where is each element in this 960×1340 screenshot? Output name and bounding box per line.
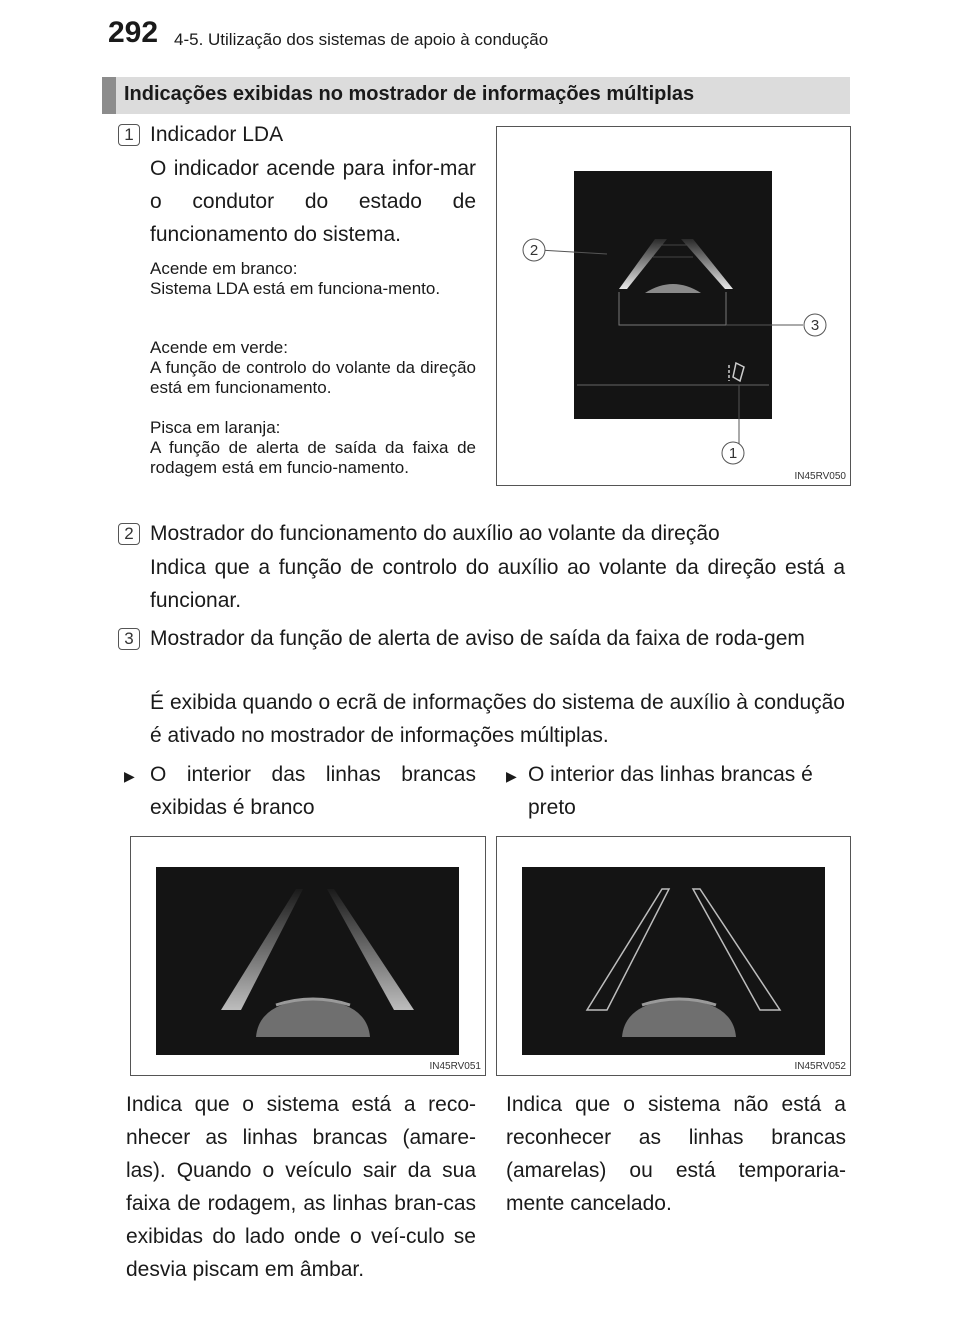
main-figure [496,126,851,486]
note-label: Acende em branco: [150,259,298,278]
column-2-heading: O interior das linhas brancas é preto [528,763,813,819]
triangle-right-icon: ▶ [506,768,517,784]
figure-code: IN45RV051 [429,1061,481,1072]
note-text: A função de controlo do volante da direção está em funcionamento. [150,358,476,397]
figure-code: IN45RV050 [794,471,846,482]
figure-left [130,836,486,1076]
section-header [102,77,850,114]
display-screen [574,171,772,419]
figure-code: IN45RV052 [794,1061,846,1072]
note-white [150,259,476,299]
item-badge-2: 2 [118,523,140,545]
item-badge-3: 3 [118,628,140,650]
note-text: A função de alerta de saída da faixa de rodagem está em funcio-namento. [150,438,476,477]
figure-right-drawing [497,837,849,1074]
column-1-caption: Indica que o sistema está a reco-nhecer as linhas brancas (amare-las). Quando o veículo sair da sua faixa de rodagem, as linhas bran-cas exibidas do lado onde o veí-culo se desvia piscam em âmbar. [126,1093,476,1281]
column-2-caption: Indica que o sistema não está a reconhecer as linhas brancas (amarelas) ou está temporaria-mente cancelado. [506,1093,846,1215]
item-2-title: Mostrador do funcionamento do auxílio ao volante da direção [150,522,720,545]
column-1-heading: O interior das linhas brancas exibidas é branco [150,763,476,819]
page-number: 292 [108,16,159,49]
note-green [150,338,476,398]
note-orange [150,418,476,478]
triangle-right-icon: ▶ [124,768,135,784]
section-title: Indicações exibidas no mostrador de informações múltiplas [124,83,695,105]
item-1-body: O indicador acende para infor-mar o condutor do estado de funcionamento do sistema. [150,157,476,246]
figure-left-drawing [131,837,484,1074]
note-label: Pisca em laranja: [150,418,281,437]
chapter-title: 4-5. Utilização dos sistemas de apoio à condução [174,30,549,49]
callout-3: 3 [810,317,820,334]
note-text: Sistema LDA está em funciona-mento. [150,279,441,298]
item-3-title: Mostrador da função de alerta de aviso de saída da faixa de roda-gem [150,627,805,650]
item-badge-1: 1 [118,124,140,146]
item-3-body: É exibida quando o ecrã de informações do sistema de auxílio à condução é ativado no mostrador de informações múltiplas. [150,691,845,747]
callout-1: 1 [728,445,738,462]
figure-right [496,836,851,1076]
item-1-title: Indicador LDA [150,123,284,146]
main-figure-drawing [497,127,849,484]
note-label: Acende em verde: [150,338,288,357]
callout-2: 2 [529,242,539,259]
item-2-body: Indica que a função de controlo do auxílio ao volante da direção está a funcionar. [150,556,845,612]
